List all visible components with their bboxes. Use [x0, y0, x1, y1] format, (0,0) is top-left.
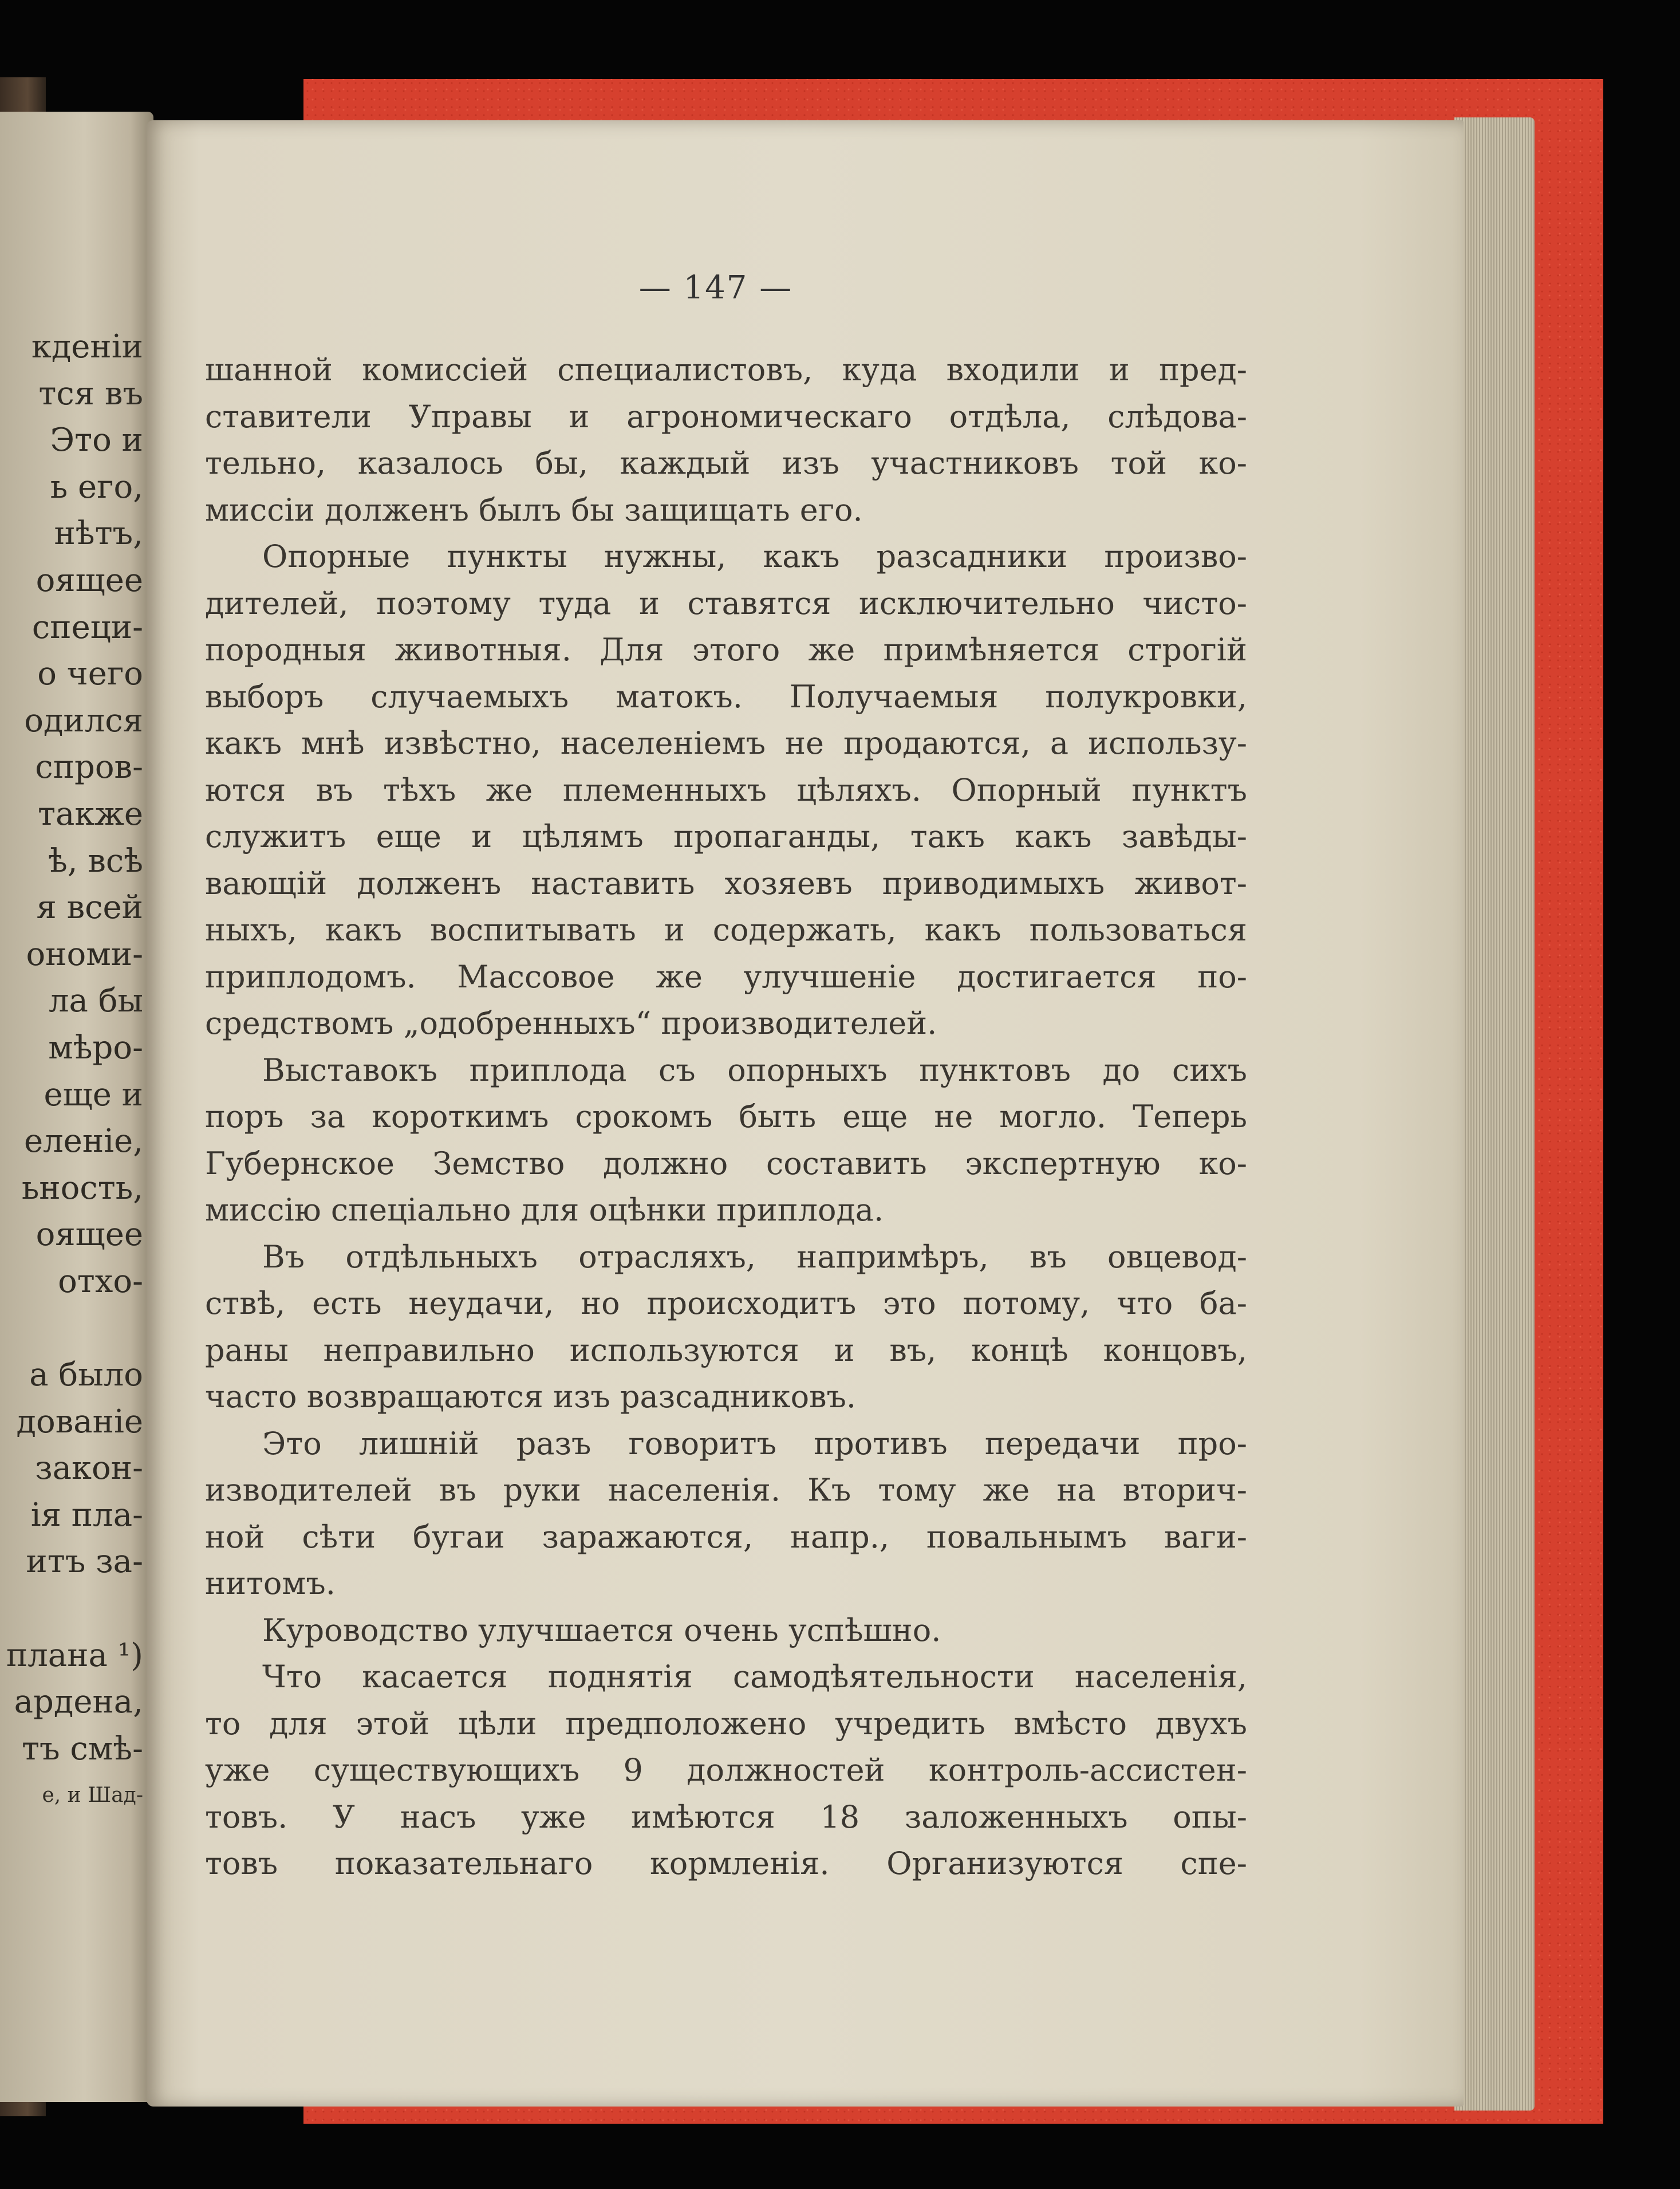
text-line: какъ мнѣ извѣстно, населеніемъ не продаются, а использу-: [205, 725, 1247, 761]
text-line: ствѣ, есть неудачи, но происходитъ это потому, что ба-: [205, 1285, 1247, 1321]
text-line: часто возвращаются изъ разсадниковъ.: [205, 1379, 857, 1415]
text-line: ются въ тѣхъ же племенныхъ цѣляхъ. Опорный пунктъ: [205, 771, 1247, 808]
left-page-line: оящее: [36, 1216, 143, 1254]
text-line: нитомъ.: [205, 1565, 336, 1601]
left-page-line: кденіи: [31, 328, 143, 365]
left-page-line: отхо-: [58, 1262, 143, 1300]
text-line: служитъ еще и цѣлямъ пропаганды, такъ какъ завѣды-: [205, 818, 1247, 855]
text-line: средствомъ „одобренныхъ“ производителей.: [205, 1005, 937, 1041]
page-number: — 147 —: [638, 269, 793, 306]
text-line: тельно, казалось бы, каждый изъ участниковъ той ко-: [205, 445, 1247, 481]
text-line: ныхъ, какъ воспитывать и содержать, какъ пользоваться: [205, 912, 1247, 948]
left-page-line: еленіе,: [23, 1123, 143, 1160]
text-line: породныя животныя. Для этого же примѣняется строгій: [205, 632, 1247, 668]
page-body-text: [205, 347, 1247, 1887]
left-page-line: ьность,: [21, 1169, 143, 1207]
left-page-line: ія пла-: [30, 1496, 143, 1534]
left-page-line: ь его,: [50, 468, 143, 506]
text-line: Опорные пункты нужны, какъ разсадники произво-: [262, 538, 1247, 574]
left-page-line: закон-: [35, 1450, 143, 1487]
left-page-line: итъ за-: [26, 1543, 143, 1581]
left-page-line: оящее: [36, 561, 143, 599]
text-line: выборъ случаемыхъ матокъ. Получаемыя полукровки,: [205, 678, 1247, 715]
left-page-line: ла бы: [48, 982, 143, 1020]
text-line: то для этой цѣли предположено учредить вмѣсто двухъ: [205, 1705, 1247, 1742]
left-page-line: [6, 1305, 143, 1352]
left-page-line: о чего: [37, 655, 143, 693]
text-line: поръ за короткимъ срокомъ быть еще не могло. Теперь: [205, 1099, 1247, 1135]
left-page-line: ѣ, всѣ: [48, 842, 143, 880]
left-page-line: плана ¹): [6, 1636, 143, 1674]
text-line: дителей, поэтому туда и ставятся исключительно чисто-: [205, 585, 1247, 621]
left-page-line: тъ смѣ-: [21, 1730, 143, 1767]
page-edges: [1454, 117, 1535, 2111]
left-page-line: ардена,: [14, 1683, 143, 1721]
left-page-line: тся въ: [38, 375, 143, 412]
left-page-line: а было: [29, 1356, 143, 1394]
left-page-line: [6, 1585, 143, 1632]
left-page-line: дованіе: [16, 1403, 143, 1440]
left-page-line: еще и: [44, 1076, 143, 1113]
text-line: Губернское Земство должно составить экспертную ко-: [205, 1145, 1247, 1182]
text-line: товъ показательнаго кормленія. Организуются спе-: [205, 1845, 1247, 1881]
text-line: Выставокъ приплода съ опорныхъ пунктовъ до сихъ: [262, 1052, 1247, 1088]
text-line: вающій долженъ наставить хозяевъ приводимыхъ живот-: [205, 865, 1247, 901]
text-line: товъ. У насъ уже имѣются 18 заложенныхъ опы-: [205, 1798, 1247, 1835]
text-line: изводителей въ руки населенія. Къ тому же на вторич-: [205, 1472, 1247, 1508]
left-page-line: одился: [24, 702, 143, 739]
left-page-line: я всей: [36, 889, 143, 927]
left-page-line: Это и: [50, 422, 143, 459]
left-page-line: ономи-: [26, 935, 143, 973]
text-line: уже существующихъ 9 должностей контроль-ассистен-: [205, 1752, 1247, 1788]
left-page-line: нѣтъ,: [54, 515, 143, 553]
text-line: приплодомъ. Массовое же улучшеніе достигается по-: [205, 958, 1247, 995]
text-line: миссію спеціально для оцѣнки приплода.: [205, 1192, 884, 1228]
text-line: ставители Управы и агрономическаго отдѣла, слѣдова-: [205, 398, 1247, 435]
text-line: шанной комиссіей специалистовъ, куда входили и пред-: [205, 352, 1247, 388]
left-page-line: мѣро-: [48, 1029, 143, 1066]
text-line: Что касается поднятія самодѣятельности населенія,: [262, 1659, 1247, 1695]
left-page-line: е, и Шад-: [42, 1784, 143, 1808]
left-page-text-column: [6, 324, 143, 1819]
text-line: Куроводство улучшается очень успѣшно.: [262, 1612, 941, 1648]
text-line: раны неправильно используются и въ, концѣ концовъ,: [205, 1332, 1247, 1368]
left-facing-page: [0, 112, 153, 2102]
text-line: Это лишній разъ говоритъ противъ передачи про-: [262, 1425, 1247, 1462]
left-page-line: специ-: [31, 608, 143, 646]
text-line: Въ отдѣльныхъ отрасляхъ, напримѣръ, въ овцевод-: [262, 1238, 1247, 1275]
left-page-line: спров-: [35, 749, 143, 786]
text-line: ной сѣти бугаи заражаются, напр., повальнымъ ваги-: [205, 1518, 1247, 1555]
left-page-line: также: [37, 795, 143, 833]
text-line: миссіи долженъ былъ бы защищать его.: [205, 491, 863, 528]
